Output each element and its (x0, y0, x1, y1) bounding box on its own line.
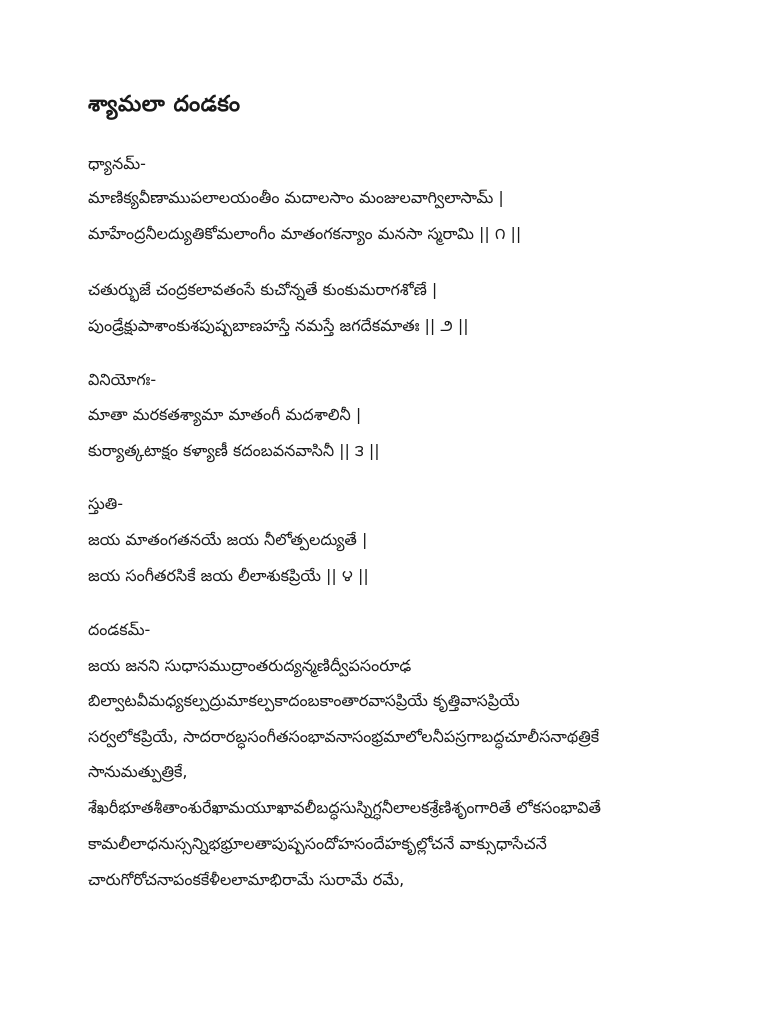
verse-line: మాహేంద్రనీలద్యుతికోమలాంగీం మాతంగకన్యాం మనసా స్మరామి || ౧ || (88, 224, 522, 243)
dandakam-line: శేఖరీభూతశీతాంశురేఖామయూఖావలీబద్ధసుస్నిగ్ధనీలాలకశ్రేణిశృంగారితే లోకసంభావితే (88, 798, 601, 817)
dandakam-line: జయ జనని సుధాసముద్రాంతరుద్యన్మణిద్వీపసంరూఢ (88, 656, 412, 675)
section-heading-dhyanam: ధ్యానమ్- (88, 154, 146, 173)
section-heading-dandakam: దండకమ్- (88, 620, 151, 639)
verse-line: జయ మాతంగతనయే జయ నీలోత్పలద్యుతే | (88, 530, 368, 549)
verse-line: పుండ్రేక్షుపాశాంకుశపుష్పబాణహస్తే నమస్తే జగదేకమాతః || ౨ || (88, 316, 469, 335)
dandakam-line: బిల్వాటవీమధ్యకల్పద్రుమాకల్పకాదంబకాంతారవాసప్రియే కృత్తివాసప్రియే (88, 691, 520, 710)
dandakam-line: సర్వలోకప్రియే, సాదరారబ్ధసంగీతసంభావనాసంభ్రమాలోలనీపస్రగాబద్ధచూలీసనాథత్రికే (88, 727, 600, 746)
verse-line: మాణిక్యవీణాముపలాలయంతీం మదాలసాం మంజులవాగ్విలాసామ్ | (88, 188, 504, 207)
verse-line: చతుర్భుజే చంద్రకలావతంసే కుచోన్నతే కుంకుమరాగశోణే | (88, 280, 438, 299)
verse-line: జయ సంగీతరసికే జయ లీలాశుకప్రియే || ౪ || (88, 566, 369, 585)
dandakam-line: సానుమత్పుత్రికే, (88, 762, 188, 781)
verse-line: కుర్యాత్కటాక్షం కళ్యాణీ కదంబవనవాసినీ || ౩ || (88, 441, 380, 460)
section-heading-stuti: స్తుతి- (88, 494, 124, 513)
dandakam-line: కామలీలాధనుస్సన్నిభభ్రూలతాపుష్పసందోహసందేహకృల్లోచనే వాక్సుధాసేచనే (88, 834, 547, 853)
section-heading-viniyoga: వినియోగః- (88, 370, 157, 389)
dandakam-line: చారుగోరోచనాపంకకేళీలలామాభిరామే సురామే రమే, (88, 870, 405, 889)
verse-line: మాతా మరకతశ్యామా మాతంగీ మదశాలినీ | (88, 405, 362, 424)
page-title: శ్యామలా దండకం (88, 92, 241, 117)
